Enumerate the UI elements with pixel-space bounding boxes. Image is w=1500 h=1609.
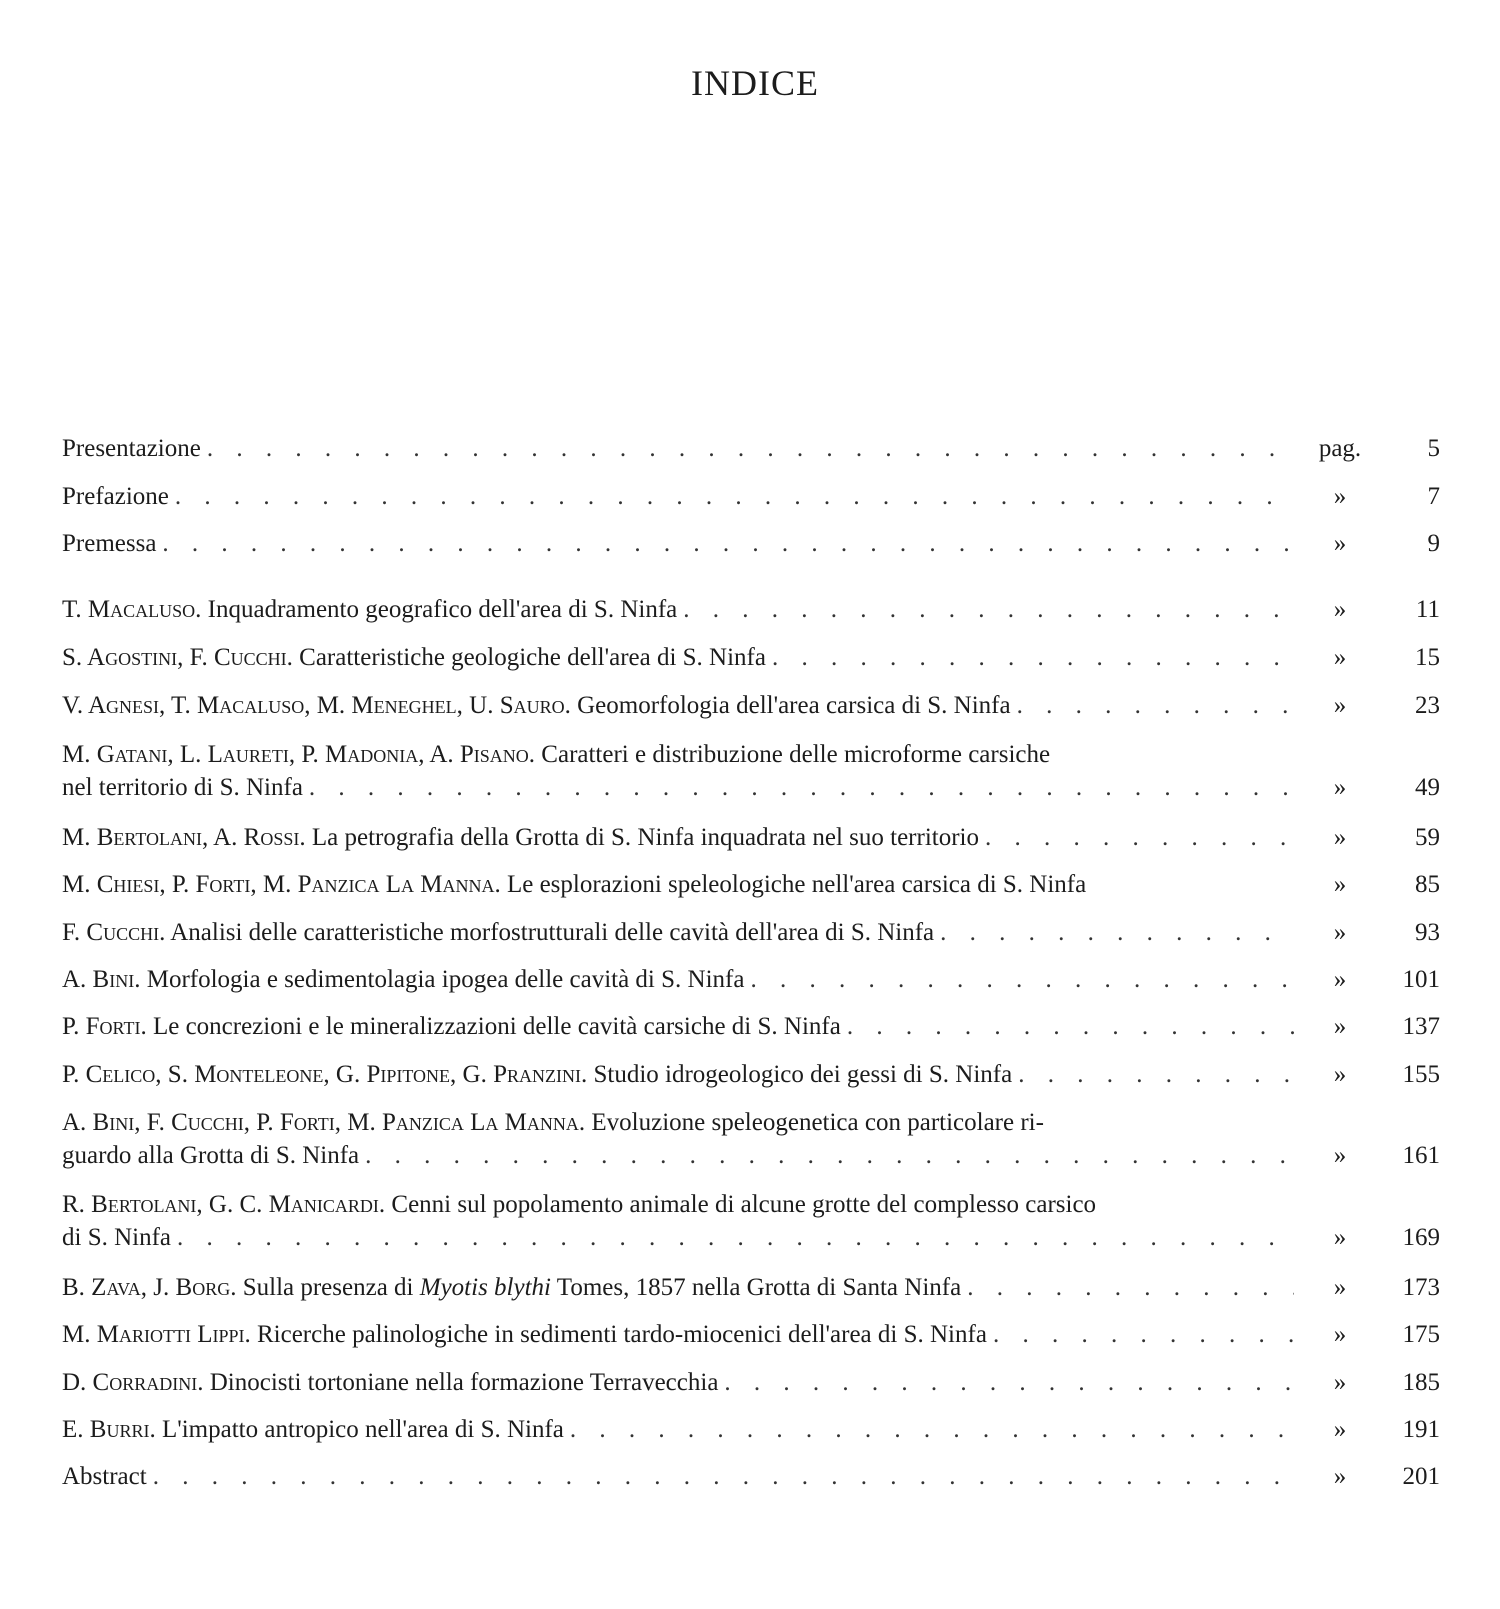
page-marker: » — [1333, 483, 1347, 510]
entry-authors: F. Cucchi. — [62, 919, 166, 946]
entry-authors: P. Celico, S. Monteleone, G. Pipitone, G. Pranzini. — [62, 1061, 588, 1088]
entry-title: Geomorfologia dell'area carsica di S. Ninfa — [577, 692, 1011, 719]
page-number: 85 — [1415, 871, 1440, 898]
toc-entry-premessa — [62, 527, 1440, 560]
entry-authors: M. Chiesi, P. Forti, M. Panzica La Manna. — [62, 871, 501, 898]
page-marker: » — [1333, 1369, 1347, 1396]
page-marker: » — [1333, 1274, 1347, 1301]
toc-entry-prefazione — [62, 480, 1440, 513]
page-number: 49 — [1415, 774, 1440, 801]
page-number: 93 — [1415, 919, 1440, 946]
toc-entry — [62, 689, 1440, 722]
toc-entry — [62, 738, 1440, 804]
leader-dots — [309, 771, 1294, 804]
entry-title: Inquadramento geografico dell'area di S. Ninfa — [207, 596, 678, 623]
page-number: 185 — [1402, 1369, 1440, 1396]
entry-authors: M. Mariotti Lippi. — [62, 1321, 251, 1348]
page-marker: » — [1333, 871, 1347, 898]
leader-dots — [993, 1318, 1294, 1351]
entry-authors: R. Bertolani, G. C. Manicardi. — [62, 1191, 386, 1218]
page-marker: » — [1333, 774, 1347, 801]
toc-entry-presentazione — [62, 432, 1440, 465]
entry-title: Ricerche palinologiche in sedimenti tardo-miocenici dell'area di S. Ninfa — [256, 1321, 987, 1348]
leader-dots — [1018, 1058, 1294, 1091]
page-number: 11 — [1415, 596, 1440, 623]
page-marker: » — [1333, 919, 1347, 946]
page-number: 7 — [1427, 483, 1440, 510]
page-number: 161 — [1402, 1142, 1440, 1169]
leader-dots — [847, 1010, 1294, 1043]
entry-title: Premessa — [62, 530, 157, 557]
toc-entry — [62, 1010, 1440, 1043]
toc-entry — [62, 1271, 1440, 1304]
entry-title: Caratteristiche geologiche dell'area di S. Ninfa — [299, 644, 766, 671]
entry-authors: V. Agnesi, T. Macaluso, M. Meneghel, U. Sauro. — [62, 692, 571, 719]
page-marker: » — [1333, 692, 1347, 719]
leader-dots — [750, 963, 1294, 996]
entry-title: Le concrezioni e le mineralizzazioni delle cavità carsiche di S. Ninfa — [152, 1013, 841, 1040]
leader-dots — [207, 432, 1294, 465]
leader-dots — [162, 527, 1294, 560]
leader-dots — [175, 480, 1294, 513]
page-marker: » — [1333, 1061, 1347, 1088]
page-number: 23 — [1415, 692, 1440, 719]
entry-title: Morfologia e sedimentolagia ipogea delle cavità di S. Ninfa — [146, 966, 745, 993]
entry-authors: E. Burri. — [62, 1416, 156, 1443]
leader-dots — [365, 1139, 1294, 1172]
entry-title: Analisi delle caratteristiche morfostrutturali delle cavità dell'area di S. Ninfa — [170, 919, 935, 946]
entry-title: Cenni sul popolamento animale di alcune grotte del complesso carsico — [391, 1191, 1097, 1218]
leader-dots — [570, 1413, 1294, 1446]
entry-title: Caratteri e distribuzione delle microforme carsiche — [541, 741, 1051, 768]
page-marker: » — [1333, 596, 1347, 623]
entry-authors: P. Forti. — [62, 1013, 147, 1040]
toc-entry — [62, 1318, 1440, 1351]
page-number: 15 — [1415, 644, 1440, 671]
entry-authors: B. Zava, J. Borg. — [62, 1274, 237, 1301]
toc-entry — [62, 641, 1440, 674]
toc-entry — [62, 916, 1440, 949]
entry-authors: S. Agostini, F. Cucchi. — [62, 644, 293, 671]
entry-title: Sulla presenza di — [242, 1274, 414, 1301]
entry-title: Presentazione — [62, 435, 201, 462]
page-marker: » — [1333, 1463, 1347, 1490]
page-number: 175 — [1402, 1321, 1440, 1348]
page-number: 101 — [1402, 966, 1440, 993]
leader-dots — [683, 593, 1294, 626]
page-number: 5 — [1427, 435, 1440, 462]
page-marker: » — [1333, 1321, 1347, 1348]
species-name: Myotis blythi — [419, 1274, 551, 1301]
toc-entry — [62, 593, 1440, 626]
leader-dots — [153, 1460, 1294, 1493]
page-marker: pag. — [1318, 435, 1362, 462]
page-marker: » — [1333, 1224, 1347, 1251]
entry-title-continued: guardo alla Grotta di S. Ninfa — [62, 1142, 360, 1169]
entry-title: Studio idrogeologico dei gessi di S. Ninfa — [593, 1061, 1013, 1088]
entry-authors: D. Corradini. — [62, 1369, 204, 1396]
page-number: 59 — [1415, 824, 1440, 851]
toc-entry — [62, 821, 1440, 854]
page-marker: » — [1333, 1416, 1347, 1443]
leader-dots — [177, 1221, 1294, 1254]
entry-title-continued: nel territorio di S. Ninfa — [62, 774, 303, 801]
entry-authors: M. Gatani, L. Laureti, P. Madonia, A. Pisano. — [62, 741, 536, 768]
toc-entry — [62, 963, 1440, 996]
page-marker: » — [1333, 1142, 1347, 1169]
page-marker: » — [1333, 966, 1347, 993]
leader-dots — [724, 1366, 1294, 1399]
page-number: 191 — [1402, 1416, 1440, 1443]
entry-title: Dinocisti tortoniane nella formazione Terravecchia — [209, 1369, 719, 1396]
toc-entry-abstract — [62, 1460, 1440, 1493]
entry-title: L'impatto antropico nell'area di S. Ninfa — [161, 1416, 564, 1443]
leader-dots — [1017, 689, 1294, 722]
leader-dots — [940, 916, 1294, 949]
leader-dots — [985, 821, 1294, 854]
page-number: 9 — [1427, 530, 1440, 557]
entry-authors: A. Bini. — [62, 966, 141, 993]
entry-authors: T. Macaluso. — [62, 596, 202, 623]
toc-entry — [62, 1366, 1440, 1399]
entry-title: Abstract — [62, 1463, 147, 1490]
page-marker: » — [1333, 824, 1347, 851]
leader-dots — [967, 1271, 1294, 1304]
page-number: 137 — [1402, 1013, 1440, 1040]
entry-authors: A. Bini, F. Cucchi, P. Forti, M. Panzica La Manna. — [62, 1109, 586, 1136]
page-number: 155 — [1402, 1061, 1440, 1088]
page-number: 169 — [1402, 1224, 1440, 1251]
entry-title: Evoluzione speleogenetica con particolare ri- — [591, 1109, 1044, 1136]
entry-title: Prefazione — [62, 483, 169, 510]
toc-entry — [62, 1188, 1440, 1254]
page-number: 173 — [1402, 1274, 1440, 1301]
page-number: 201 — [1402, 1463, 1440, 1490]
page-marker: » — [1333, 530, 1347, 557]
toc-entry — [62, 1106, 1440, 1172]
toc-entry — [62, 868, 1440, 901]
leader-dots — [772, 641, 1294, 674]
toc-entry — [62, 1058, 1440, 1091]
entry-title-rest: Tomes, 1857 nella Grotta di Santa Ninfa — [556, 1274, 962, 1301]
page-marker: » — [1333, 1013, 1347, 1040]
entry-title: La petrografia della Grotta di S. Ninfa inquadrata nel suo territorio — [311, 824, 979, 851]
entry-title-continued: di S. Ninfa — [62, 1224, 172, 1251]
entry-title: Le esplorazioni speleologiche nell'area carsica di S. Ninfa — [506, 871, 1087, 898]
page-title: INDICE — [691, 63, 819, 103]
entry-authors: M. Bertolani, A. Rossi. — [62, 824, 306, 851]
page-marker: » — [1333, 644, 1347, 671]
toc-entry — [62, 1413, 1440, 1446]
